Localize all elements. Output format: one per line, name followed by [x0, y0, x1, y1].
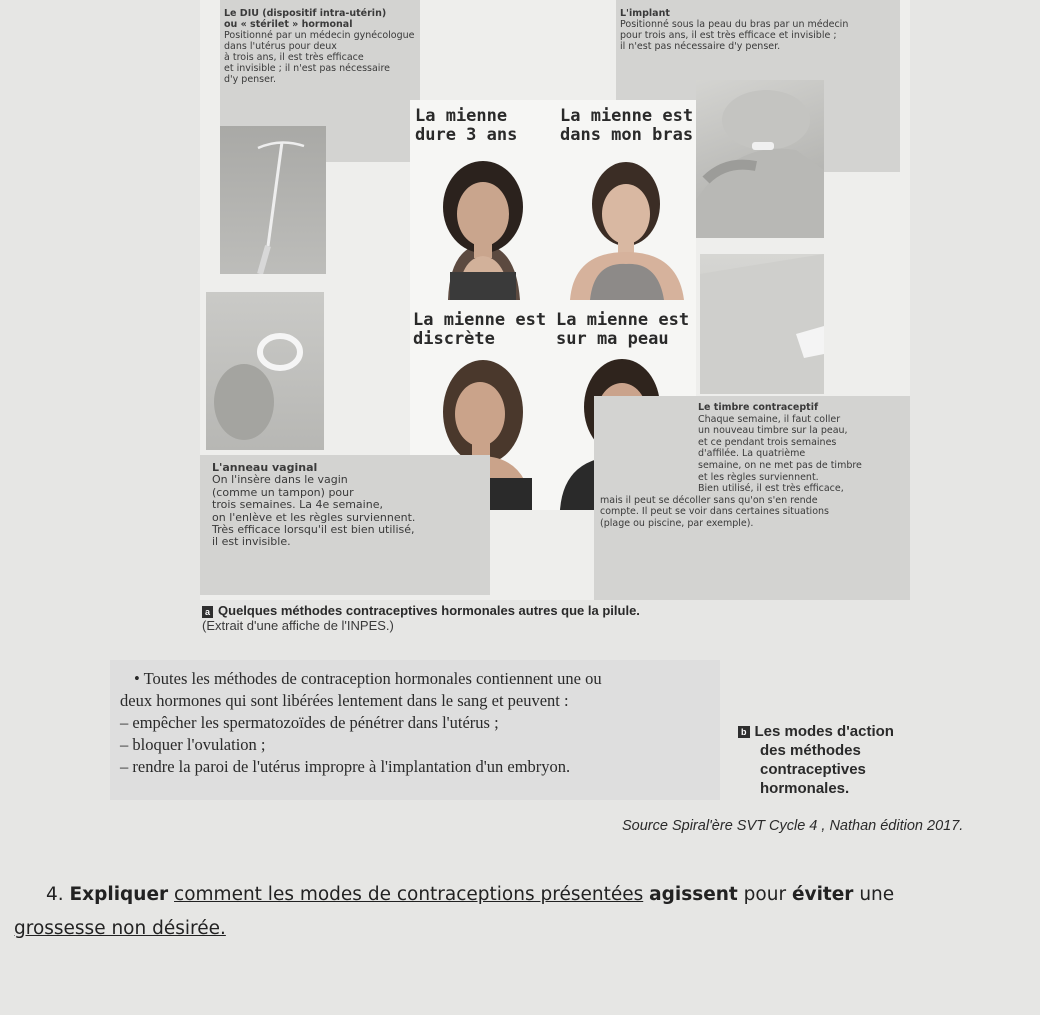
figure-caption-a: [202, 603, 640, 633]
modes-line-0: Les modes d'action: [754, 723, 894, 740]
vaginal-ring-icon: [206, 292, 324, 450]
skin-patch-icon: [700, 254, 824, 394]
doc-b-line-0: • Toutes les méthodes de contraception hormonales contiennent une ou: [134, 669, 602, 688]
portrait-woman-1: [420, 152, 546, 300]
doc-b-text: [120, 668, 720, 778]
headline-discrete: La mienne est discrète: [413, 310, 547, 349]
timbre-text: [600, 402, 910, 530]
diu-line-3: et invisible ; il n'est pas nécessaire: [224, 63, 390, 74]
question-number: 4.: [46, 884, 64, 905]
timbre-line-0: Chaque semaine, il faut coller: [698, 413, 841, 425]
caption-badge-a: a: [202, 606, 213, 618]
question-verb: Expliquer: [69, 884, 169, 905]
question-4: [14, 882, 1034, 942]
diu-text: [224, 8, 424, 85]
diu-line-2: à trois ans, il est très efficace: [224, 52, 364, 63]
timbre-line-4: semaine, on ne met pas de timbre: [698, 459, 862, 471]
diu-line-1: dans l'utérus pour deux: [224, 41, 337, 52]
iud-device-icon: [220, 126, 326, 274]
anneau-text: [212, 462, 482, 549]
anneau-line-0: On l'insère dans le vagin: [212, 473, 348, 487]
question-end-1: agissent: [649, 884, 738, 905]
doc-b-line-4: – rendre la paroi de l'utérus impropre à l'implantation d'un embryon.: [120, 757, 571, 776]
anneau-line-5: il est invisible.: [212, 535, 291, 549]
diu-line-4: d'y penser.: [224, 74, 277, 85]
anneau-line-3: on l'enlève et les règles surviennent.: [212, 510, 416, 524]
implant-line-2: il n'est pas nécessaire d'y penser.: [620, 41, 781, 52]
implant-line-1: pour trois ans, il est très efficace et invisible ;: [620, 30, 837, 41]
headline-dans-mon-bras: La mienne est dans mon bras: [560, 106, 694, 145]
timbre-line-2: et ce pendant trois semaines: [698, 436, 837, 448]
question-end-3: éviter: [791, 884, 854, 905]
anneau-line-1: (comme un tampon) pour: [212, 485, 354, 499]
timbre-line-6: Bien utilisé, il est très efficace,: [698, 483, 844, 495]
doc-b-line-1: deux hormones qui sont libérées lentement dans le sang et peuvent :: [120, 691, 569, 710]
diu-title: Le DIU (dispositif intra-utérin): [224, 8, 387, 19]
portrait-woman-2: [560, 152, 690, 300]
patch-photo: [700, 254, 824, 394]
implant-line-0: Positionné sous la peau du bras par un médecin: [620, 19, 849, 30]
timbre-line-3: d'affilée. La quatrième: [698, 448, 806, 460]
diu-subtitle: ou « stérilet » hormonal: [224, 19, 353, 30]
timbre-line-5: et les règles surviennent.: [698, 471, 819, 483]
modes-line-2: contraceptives: [760, 761, 866, 778]
timbre-line-8: compte. Il peut se voir dans certaines situations: [600, 506, 829, 518]
modes-line-3: hormonales.: [760, 780, 850, 797]
diu-line-0: Positionné par un médecin gynécologue: [224, 30, 415, 41]
caption-sub: (Extrait d'une affiche de l'INPES.): [202, 618, 394, 633]
implant-photo: [696, 80, 824, 238]
caption-title: Quelques méthodes contraceptives hormonales autres que la pilule.: [218, 603, 640, 618]
anneau-line-2: trois semaines. La 4e semaine,: [212, 498, 383, 512]
question-mid: comment les modes de contraceptions présentées: [174, 884, 644, 905]
diu-photo: [220, 126, 326, 274]
question-line-2: grossesse non désirée.: [14, 918, 226, 939]
timbre-line-1: un nouveau timbre sur la peau,: [698, 425, 848, 437]
implant-text: [620, 8, 900, 52]
anneau-line-4: Très efficace lorsqu'il est bien utilisé,: [212, 523, 415, 537]
ring-photo: [206, 292, 324, 450]
timbre-title: Le timbre contraceptif: [698, 402, 819, 413]
doc-b-caption: [738, 722, 894, 798]
question-end-4: une: [859, 884, 895, 905]
anneau-title: L'anneau vaginal: [212, 461, 318, 474]
headline-dure-3-ans: La mienne dure 3 ans: [415, 106, 518, 145]
headline-sur-ma-peau: La mienne est sur ma peau: [556, 310, 690, 349]
timbre-line-9: (plage ou piscine, par exemple).: [600, 517, 754, 529]
doc-b-line-2: – empêcher les spermatozoïdes de pénétrer dans l'utérus ;: [120, 713, 499, 732]
modes-line-1: des méthodes: [760, 742, 861, 759]
question-end-2: pour: [743, 884, 787, 905]
arm-implant-icon: [696, 80, 824, 238]
timbre-line-7: mais il peut se décoller sans qu'on s'en rende: [600, 494, 818, 506]
doc-b-line-3: – bloquer l'ovulation ;: [120, 735, 266, 754]
source-citation: Source Spiral'ère SVT Cycle 4 , Nathan édition 2017.: [622, 818, 964, 834]
caption-badge-b: b: [738, 726, 750, 738]
implant-title: L'implant: [620, 8, 670, 19]
